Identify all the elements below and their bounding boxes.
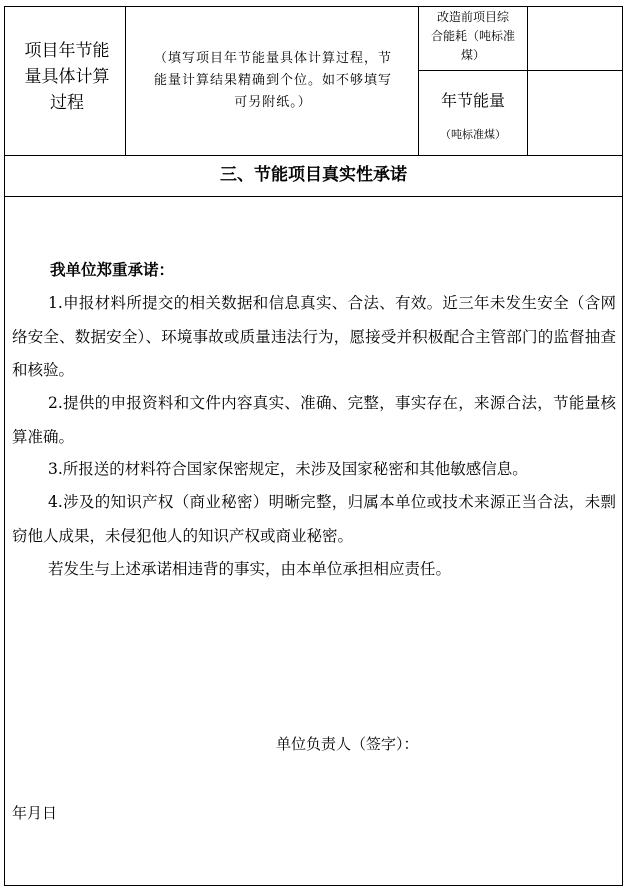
grid-line [4, 196, 623, 197]
row-label [8, 38, 126, 116]
signature-field[interactable] [440, 733, 610, 761]
section-title: 三、节能项目真实性承诺 [220, 165, 407, 185]
instruction-line: （填写项目年节能量具体计算过程，节 [153, 51, 392, 66]
pledge-heading: 我单位郑重承诺： [50, 261, 175, 279]
pledge-paragraph-2: 2.提供的申报资料和文件内容真实、准确、完整，事实存在，来源合法，节能量核算准确。 [12, 394, 616, 446]
instruction-line: 能量计算结果精确到个位。如不够填写 [153, 73, 392, 88]
pledge-paragraph-1: 1.申报材料所提交的相关数据和信息真实、合法、有效。近三年未发生安全（含网络安全、数据安全）、环境事故或质量违法行为，愿接受并积极配合主管部门的监督抽查和核验。 [12, 294, 616, 379]
date-label: 年月日 [12, 804, 58, 822]
annual-saving-unit: （吨标准煤） [440, 128, 506, 141]
row-label-line: 项目年节能 [24, 41, 110, 61]
pre-energy-line: 合能耗（吨标准 [430, 29, 515, 43]
grid-line [418, 6, 419, 156]
instruction-line: 可另附纸。） [234, 95, 312, 110]
annual-saving-label: 年节能量 [440, 91, 505, 110]
row-label-line: 量具体计算 [24, 67, 110, 87]
annual-saving-value-cell[interactable] [528, 71, 622, 154]
pledge-paragraph-5: 若发生与上述承诺相违背的事实，由本单位承担相应责任。 [48, 560, 452, 578]
grid-line [4, 155, 623, 156]
row-label-line: 过程 [50, 93, 84, 113]
pre-energy-line: 改造前项目综 [436, 10, 509, 24]
pledge-paragraph-4: 4.涉及的知识产权（商业秘密）明晰完整，归属本单位或技术来源正当合法，未剽窃他人成果，未侵犯他人的知识产权或商业秘密。 [12, 493, 616, 545]
pledge-paragraph-3: 3.所报送的材料符合国家保密规定，未涉及国家秘密和其他敏感信息。 [48, 460, 528, 478]
calculation-instruction [130, 48, 416, 114]
pre-energy-line: 煤） [460, 48, 485, 62]
pre-energy-header [420, 8, 526, 65]
signature-label: 单位负责人（签字）： [276, 735, 419, 753]
pre-energy-value-cell[interactable] [528, 7, 622, 69]
